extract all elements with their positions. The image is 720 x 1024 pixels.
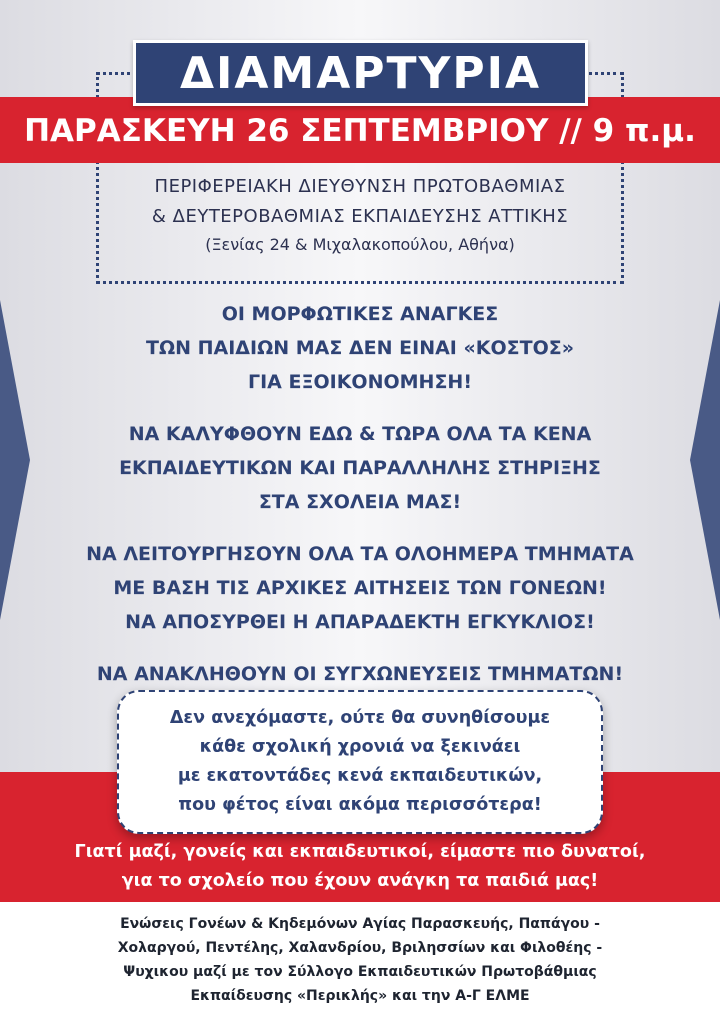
solidarity-message	[0, 838, 720, 896]
left-arrow-decoration	[0, 300, 30, 620]
poster-title: ΔΙΑΜΑΡΤΥΡΙΑ	[179, 47, 542, 99]
address-line: & ΔΕΥΤΕΡΟΒΑΘΜΙΑΣ ΕΚΠΑΙΔΕΥΣΗΣ ΑΤΤΙΚΗΣ	[151, 206, 569, 227]
demand-block	[40, 297, 680, 399]
quote-line: με εκατοντάδες κενά εκπαιδευτικών,	[177, 766, 543, 786]
title-banner	[133, 40, 588, 106]
demand-block	[40, 657, 680, 691]
demand-line: ΝΑ ΑΝΑΚΛΗΘΟΥΝ ΟΙ ΣΥΓΧΩΝΕΥΣΕΙΣ ΤΜΗΜΑΤΩΝ!	[96, 663, 624, 685]
demand-line: ΓΙΑ ΕΞΟΙΚΟΝΟΜΗΣΗ!	[248, 371, 472, 393]
signers-line: Χολαργού, Πεντέλης, Χαλανδρίου, Βριλησσίων και Φιλοθέης -	[117, 940, 603, 956]
signers	[30, 912, 690, 1008]
demand-block	[40, 417, 680, 519]
event-date: ΠΑΡΑΣΚΕΥΗ 26 ΣΕΠΤΕΜΒΡΙΟΥ // 9 π.μ.	[24, 113, 696, 149]
signers-line: Ψυχικου μαζί με τον Σύλλογο Εκπαιδευτικών Πρωτοβάθμιας	[123, 964, 597, 980]
signers-line: Ενώσεις Γονέων & Κηδεμόνων Αγίας Παρασκευής, Παπάγου -	[120, 916, 600, 932]
address-line: ΠΕΡΙΦΕΡΕΙΑΚΗ ΔΙΕΥΘΥΝΣΗ ΠΡΩΤΟΒΑΘΜΙΑΣ	[154, 176, 566, 197]
right-arrow-decoration	[690, 300, 720, 620]
event-address	[100, 172, 620, 258]
demand-line: ΝΑ ΚΑΛΥΦΘΟΥΝ ΕΔΩ & ΤΩΡΑ ΟΛΑ ΤΑ ΚΕΝΑ	[128, 423, 592, 445]
signers-line: Εκπαίδευσης «Περικλής» και την Α-Γ ΕΛΜΕ	[190, 988, 530, 1004]
demand-block	[40, 537, 680, 639]
demand-line: ΜΕ ΒΑΣΗ ΤΙΣ ΑΡΧΙΚΕΣ ΑΙΤΗΣΕΙΣ ΤΩΝ ΓΟΝΕΩΝ!	[113, 577, 607, 599]
demand-line: ΝΑ ΑΠΟΣΥΡΘΕΙ Η ΑΠΑΡΑΔΕΚΤΗ ΕΓΚΥΚΛΙΟΣ!	[125, 611, 595, 633]
solidarity-line: για το σχολείο που έχουν ανάγκη τα παιδιά μας!	[121, 871, 599, 891]
quote-line: που φέτος είναι ακόμα περισσότερα!	[178, 795, 542, 815]
quote-line: Δεν ανεχόμαστε, ούτε θα συνηθίσουμε	[169, 708, 551, 728]
demand-line: ΟΙ ΜΟΡΦΩΤΙΚΕΣ ΑΝΑΓΚΕΣ	[221, 303, 499, 325]
demands-list	[40, 297, 680, 709]
quote-box	[117, 690, 603, 834]
demand-line: ΕΚΠΑΙΔΕΥΤΙΚΩΝ ΚΑΙ ΠΑΡΑΛΛΗΛΗΣ ΣΤΗΡΙΞΗΣ	[119, 457, 601, 479]
demand-line: ΝΑ ΛΕΙΤΟΥΡΓΗΣΟΥΝ ΟΛΑ ΤΑ ΟΛΟΗΜΕΡΑ ΤΜΗΜΑΤΑ	[86, 543, 634, 565]
solidarity-line: Γιατί μαζί, γονείς και εκπαιδευτικοί, είμαστε πιο δυνατοί,	[74, 842, 646, 862]
quote-line: κάθε σχολική χρονιά να ξεκινάει	[199, 737, 521, 757]
address-street: (Ξενίας 24 & Μιχαλακοπούλου, Αθήνα)	[205, 235, 515, 254]
demand-line: ΤΩΝ ΠΑΙΔΙΩΝ ΜΑΣ ΔΕΝ ΕΙΝΑΙ «ΚΟΣΤΟΣ»	[146, 337, 574, 359]
demand-line: ΣΤΑ ΣΧΟΛΕΙΑ ΜΑΣ!	[258, 491, 462, 513]
